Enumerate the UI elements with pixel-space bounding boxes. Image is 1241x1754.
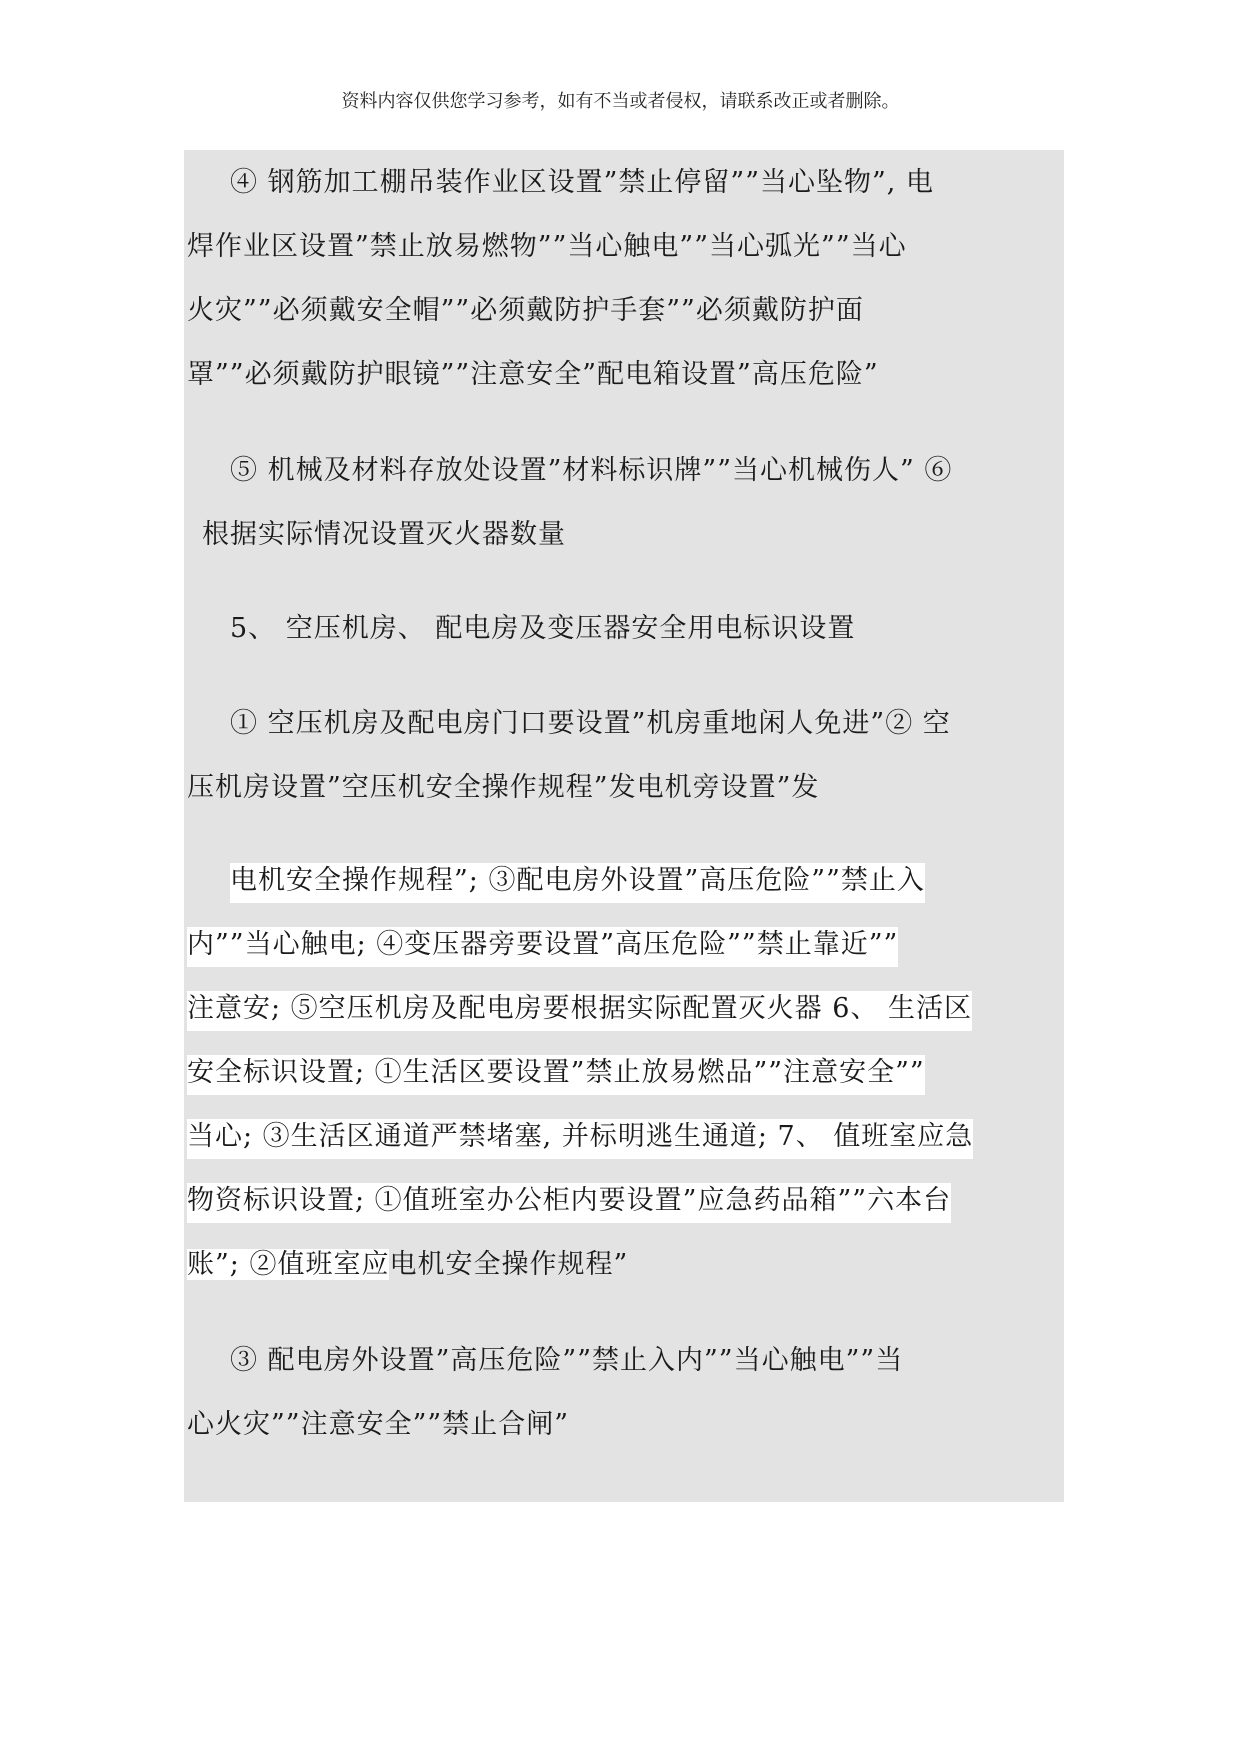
paragraph-7-line-7-tail: 电机安全操作规程” bbox=[389, 1249, 629, 1280]
paragraph-7-line-2: 内””当心触电; ④变压器旁要设置”高压危险””禁止靠近”” bbox=[187, 927, 898, 967]
paragraph-4-line-3: 火灾””必须戴安全帽””必须戴防护手套””必须戴防护面 bbox=[187, 295, 864, 326]
paragraph-4-line-2: 焊作业区设置”禁止放易燃物””当心触电””当心弧光””当心 bbox=[187, 231, 907, 262]
paragraph-7-line-4: 安全标识设置; ①生活区要设置”禁止放易燃品””注意安全”” bbox=[187, 1055, 925, 1095]
paragraph-7-line-7-highlight: 账”; ②值班室应 bbox=[187, 1249, 390, 1280]
paragraph-7-line-1: 电机安全操作规程”; ③配电房外设置”高压危险””禁止入 bbox=[230, 863, 925, 903]
paragraph-7-line-3: 注意安; ⑤空压机房及配电房要根据实际配置灭火器 6、 生活区 bbox=[187, 991, 972, 1031]
paragraph-4-line-1: ④ 钢筋加工棚吊装作业区设置”禁止停留””当心坠物”, 电 bbox=[230, 167, 934, 198]
paragraph-5-line-1: ⑤ 机械及材料存放处设置”材料标识牌””当心机械伤人” ⑥ bbox=[230, 455, 953, 486]
shaded-text-block bbox=[184, 150, 1064, 1502]
paragraph-5-line-2: 根据实际情况设置灭火器数量 bbox=[202, 519, 566, 550]
paragraph-7-line-7 bbox=[187, 1247, 628, 1287]
paragraph-6-line-1: ① 空压机房及配电房门口要设置”机房重地闲人免进”② 空 bbox=[230, 708, 951, 739]
paragraph-4-line-4: 罩””必须戴防护眼镜””注意安全”配电箱设置”高压危险” bbox=[187, 359, 879, 390]
paragraph-6-line-2: 压机房设置”空压机安全操作规程”发电机旁设置”发 bbox=[187, 772, 820, 803]
paragraph-8-line-2: 心火灾””注意安全””禁止合闸” bbox=[187, 1409, 570, 1440]
page-header-notice: 资料内容仅供您学习参考，如有不当或者侵权，请联系改正或者删除。 bbox=[341, 91, 900, 112]
paragraph-8-line-1: ③ 配电房外设置”高压危险””禁止入内””当心触电””当 bbox=[230, 1345, 904, 1376]
paragraph-7-line-5: 当心; ③生活区通道严禁堵塞, 并标明逃生通道; 7、 值班室应急 bbox=[187, 1119, 973, 1159]
section-5-heading: 5、 空压机房、 配电房及变压器安全用电标识设置 bbox=[230, 613, 856, 644]
paragraph-7-line-6: 物资标识设置; ①值班室办公柜内要设置”应急药品箱””六本台 bbox=[187, 1183, 951, 1223]
